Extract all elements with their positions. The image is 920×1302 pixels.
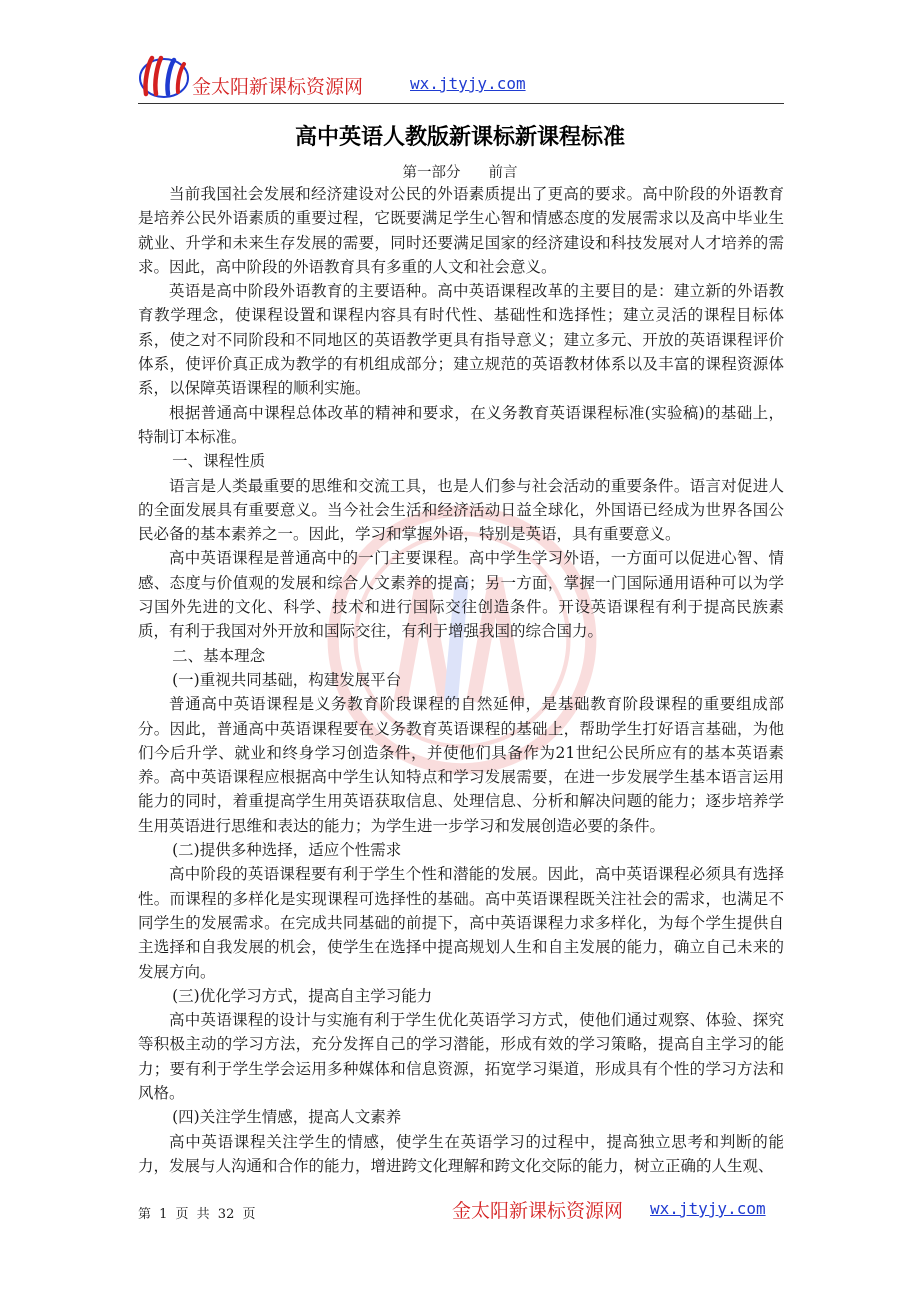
paragraph: 高中英语课程的设计与实施有利于学生优化英语学习方式，使他们通过观察、体验、探究等积极主动的学习方法，充分发挥自己的学习潜能，形成有效的学习策略，提高自主学习的能力；要有利于学生学会运用多种媒体和信息资源，拓宽学习渠道，形成具有个性的学习方法和风格。 <box>138 1011 784 1102</box>
section-name: 前言 <box>488 165 518 181</box>
paragraph: 普通高中英语课程是义务教育阶段课程的自然延伸，是基础教育阶段课程的重要组成部分。因此，普通高中英语课程要在义务教育英语课程的基础上，帮助学生打好语言基础，为他们今后升学、就业和终身学习创造条件，并使他们具备作为21世纪公民所应有的基本英语素养。高中英语课程应根据高中学生认知特点和学习发展需要，在进一步发展学生基本语言运用能力的同时，着重提高学生用英语获取信息、处理信息、分析和解决问题的能力；逐步培养学生用英语进行思维和表达的能力；为学生进一步学习和发展创造必要的条件。 <box>138 695 784 835</box>
header-brand-name: 金太阳新课标资源网 <box>192 76 364 98</box>
heading-basic-concepts: 二、基本理念 <box>172 646 266 665</box>
page-number: 第 1 页 共 32 页 <box>138 1207 256 1222</box>
jintaiyang-logo-icon <box>138 52 190 100</box>
subheading-1: (一)重视共同基础，构建发展平台 <box>172 670 402 689</box>
paragraph: 高中阶段的英语课程要有利于学生个性和潜能的发展。因此，高中英语课程必须具有选择性。而课程的多样化是实现课程可选择性的基础。高中英语课程既关注社会的需求，也满足不同学生的发展需求。在完成共同基础的前提下，高中英语课程力求多样化，为每个学生提供自主选择和自我发展的机会，使学生在选择中提高规划人生和自主发展的能力，确立自己未来的发展方向。 <box>138 865 784 981</box>
document-title: 高中英语人教版新课标新课程标准 <box>294 125 625 150</box>
header-divider <box>138 103 784 104</box>
paragraph: 当前我国社会发展和经济建设对公民的外语素质提出了更高的要求。高中阶段的外语教育是培养公民外语素质的重要过程，它既要满足学生心智和情感态度的发展需求以及高中毕业生就业、升学和未来生存发展的需要，同时还要满足国家的经济建设和科技发展对人才培养的需求。因此，高中阶段的外语教育具有多重的人文和社会意义。 <box>138 185 784 276</box>
section-heading <box>0 161 920 182</box>
footer-site-link[interactable]: wx.jtyjy.com <box>650 1199 766 1218</box>
paragraph: 根据普通高中课程总体改革的精神和要求，在义务教育英语课程标准(实验稿)的基础上，特制订本标准。 <box>138 403 784 446</box>
header-site-link[interactable]: wx.jtyjy.com <box>410 74 526 93</box>
paragraph: 英语是高中阶段外语教育的主要语种。高中英语课程改革的主要目的是：建立新的外语教育教学理念，使课程设置和课程内容具有时代性、基础性和选择性；建立灵活的课程目标体系，使之对不同阶段和不同地区的英语教学更具有指导意义；建立多元、开放的英语课程评价体系，使评价真正成为教学的有机组成部分；建立规范的英语教材体系以及丰富的课程资源体系，以保障英语课程的顺利实施。 <box>138 282 784 398</box>
paragraph: 高中英语课程是普通高中的一门主要课程。高中学生学习外语，一方面可以促进心智、情感、态度与价值观的发展和综合人文素养的提高；另一方面，掌握一门国际通用语种可以为学习国外先进的文化、科学、技术和进行国际交往创造条件。开设英语课程有利于提高民族素质，有利于我国对外开放和国际交往，有利于增强我国的综合国力。 <box>138 549 784 641</box>
subheading-3: (三)优化学习方式，提高自主学习能力 <box>172 986 433 1005</box>
paragraph: 高中英语课程关注学生的情感，使学生在英语学习的过程中，提高独立思考和判断的能力，发展与人沟通和合作的能力，增进跨文化理解和跨文化交际的能力，树立正确的人生观、 <box>138 1132 784 1175</box>
page-header <box>138 52 788 102</box>
subheading-2: (二)提供多种选择，适应个性需求 <box>172 841 402 860</box>
section-part: 第一部分 <box>402 165 461 181</box>
paragraph: 语言是人类最重要的思维和交流工具，也是人们参与社会活动的重要条件。语言对促进人的全面发展具有重要意义。当今社会生活和经济活动日益全球化，外国语已经成为世界各国公民必备的基本素养之一。因此，学习和掌握外语，特别是英语，具有重要意义。 <box>138 476 784 544</box>
heading-course-nature: 一、课程性质 <box>172 452 266 471</box>
subheading-4: (四)关注学生情感，提高人文素养 <box>172 1108 402 1127</box>
footer-brand-name: 金太阳新课标资源网 <box>452 1200 624 1222</box>
document-body <box>138 182 784 1178</box>
